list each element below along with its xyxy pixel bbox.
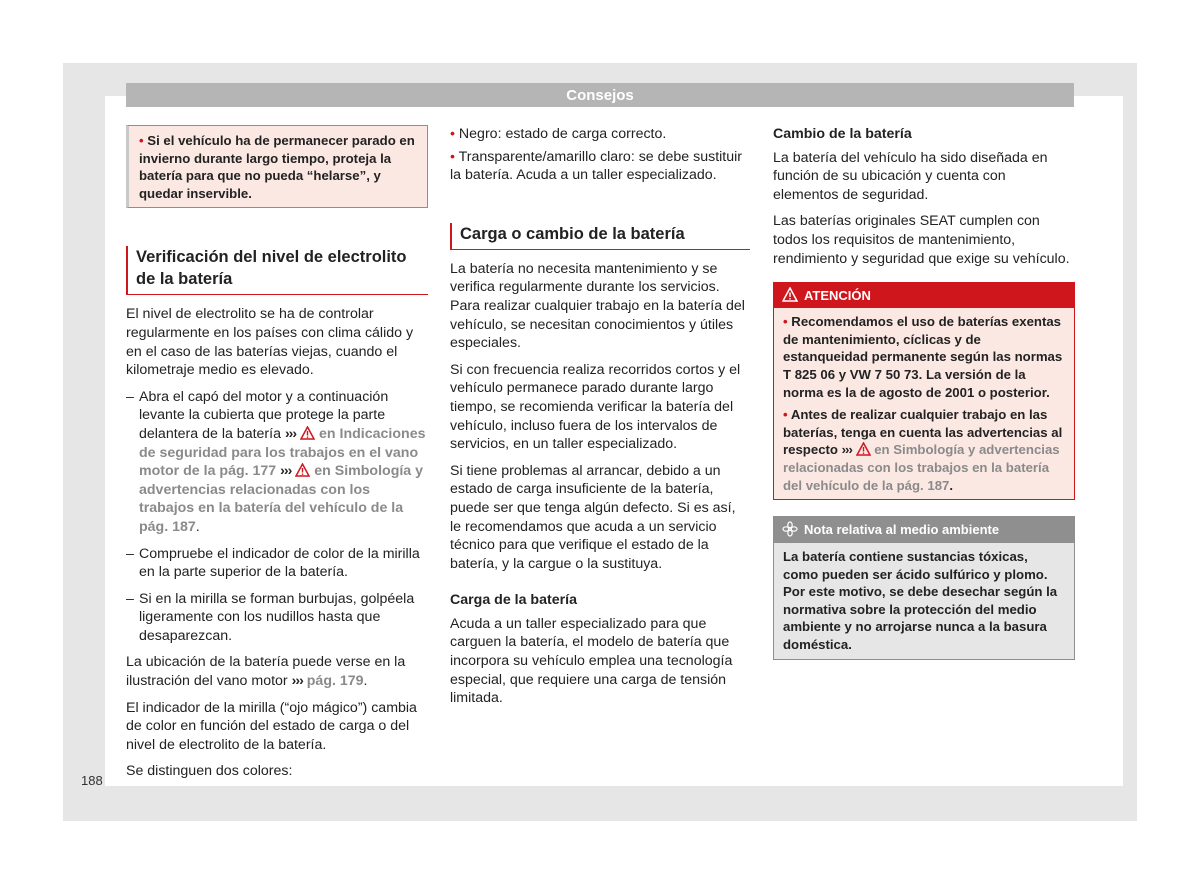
location-text: La ubicación de la batería puede verse en la ilustración del vano motor	[126, 654, 406, 690]
column-right	[773, 125, 1075, 660]
step3-text: Si en la mirilla se forman burbujas, golpéela ligeramente con los nudillos hasta que desaparezcan.	[139, 590, 415, 644]
dash-icon: –	[126, 388, 134, 405]
color-black-text: Negro: estado de carga correcto.	[458, 126, 667, 142]
page-number: 188	[81, 773, 103, 788]
color-clear-text: Transparente/amarillo claro: se debe sustituir la batería. Acuda a un taller especializado.	[450, 148, 743, 184]
warning-triangle-icon	[300, 426, 315, 440]
ref-arrow-icon: ›››	[841, 442, 852, 458]
paragraph-location	[126, 653, 428, 690]
list-item	[126, 388, 428, 537]
location-end: .	[363, 673, 368, 690]
warning-triangle-icon	[782, 287, 798, 302]
page-header: Consejos	[126, 83, 1074, 107]
column-left	[126, 125, 428, 789]
attention-item-2	[783, 406, 1066, 494]
paragraph-colors-intro: Se distinguen dos colores:	[126, 763, 293, 780]
attention-body	[774, 308, 1074, 499]
paragraph-maintenance: La batería no necesita mantenimiento y se verifica regularmente durante los servicios. Para realizar cualquier trabajo en la batería del vehículo, se necesitan conocimientos y útiles especiales.	[450, 260, 745, 352]
dash-icon: –	[126, 590, 134, 607]
attention-text-2: Antes de realizar cualquier trabajo en las baterías, tenga en cuenta las advertencias al respecto	[783, 407, 1063, 458]
attention-item-1	[783, 313, 1066, 401]
ref-arrow-icon: ›››	[291, 673, 303, 690]
step1-end: .	[195, 518, 200, 535]
flower-icon	[782, 521, 798, 537]
list-item	[126, 545, 428, 582]
bullet-icon: •	[450, 126, 455, 142]
step2-text: Compruebe el indicador de color de la mirilla en la parte superior de la batería.	[139, 545, 420, 581]
attention-box	[773, 282, 1075, 500]
attention-text-1: Recomendamos el uso de baterías exentas de mantenimiento, cíclicas y de estanqueidad permanente según las normas T 825 06 y VW 7 50 73. La versión de la norma es la de agosto de 2001 o posterior.	[783, 314, 1063, 400]
warning-triangle-icon	[295, 463, 310, 477]
ref-arrow-icon: ›››	[284, 425, 297, 442]
section-title-electrolyte: Verificación del nivel de electrolito de la batería	[126, 246, 428, 295]
link-battery-symbols[interactable]: en Simbología y advertencias relacionadas con los trabajos en la batería del vehículo de la pág. 187	[783, 442, 1060, 493]
link-safety-engine[interactable]: en Indicaciones de seguridad para los trabajos en el vano motor de la pág. 177	[139, 425, 426, 480]
link-battery-symbols[interactable]: en Simbología y advertencias relacionadas con los trabajos en la batería del vehículo de la pág. 187	[139, 463, 424, 535]
environment-note-box	[773, 516, 1075, 660]
bullet-icon: •	[139, 133, 144, 148]
bullet-icon: •	[450, 148, 455, 165]
section-title-charging: Carga o cambio de la batería	[450, 223, 750, 250]
ref-arrow-icon: ›››	[280, 463, 292, 480]
environment-note-header	[774, 517, 1074, 543]
paragraph-design: La batería del vehículo ha sido diseñada en función de su ubicación y cuenta con elementos de seguridad.	[773, 149, 1048, 203]
bullet-icon: •	[783, 407, 788, 423]
environment-note-title: Nota relativa al medio ambiente	[804, 522, 1000, 538]
paragraph-short-trips: Si con frecuencia realiza recorridos cortos y el vehículo permanece parado durante largo tiempo, se recomienda verificar la batería del vehículo, incluso fuera de los intervalos de servicios, en un taller especializado.	[450, 361, 741, 453]
list-item	[450, 148, 750, 185]
attention-end: .	[949, 477, 954, 493]
warning-triangle-icon	[856, 442, 871, 456]
attention-header	[774, 283, 1074, 308]
column-middle	[450, 125, 750, 716]
paragraph-start-problems: Si tiene problemas al arrancar, debido a un estado de carga insuficiente de la batería, puede ser que tenga algún defecto. Si es así, le recomendamos que acuda a un servicio técnico para que verifique el estado de la batería, y la cargue o la sustituya.	[450, 462, 736, 572]
bullet-icon: •	[783, 314, 788, 330]
link-page-179[interactable]: pág. 179	[306, 673, 364, 690]
paragraph-seat-batteries: Las baterías originales SEAT cumplen con todos los requisitos de mantenimiento, rendimiento y seguridad que exige su vehículo.	[773, 213, 1070, 267]
list-item	[450, 125, 750, 144]
tip-text: Si el vehículo ha de permanecer parado en invierno durante largo tiempo, proteja la batería para que no pueda “helarse”, y quedar inservible.	[139, 133, 415, 201]
tip-box	[126, 125, 428, 208]
step1-text: Abra el capó del motor y a continuación levante la cubierta que protege la parte delantera de la batería	[139, 388, 389, 442]
dash-icon: –	[126, 545, 134, 562]
environment-note-text: La batería contiene sustancias tóxicas, como pueden ser ácido sulfúrico y plomo. Por este motivo, se debe desechar según la normativa sobre la protección del medio ambiente y no arrojarse nunca a la basura doméstica.	[783, 549, 1058, 653]
subtitle-replacement: Cambio de la batería	[773, 126, 912, 142]
attention-title: ATENCIÓN	[804, 288, 871, 304]
paragraph-charging: Acuda a un taller especializado para que carguen la batería, el modelo de batería que incorpora su vehículo emplea una tecnología especial, que requiere una carga de tensión limitada.	[450, 615, 733, 707]
paragraph-intro: El nivel de electrolito se ha de controlar regularmente en los países con clima cálido y en el caso de las baterías viejas, cuando el kilometraje medio es elevado.	[126, 306, 414, 379]
subtitle-charging: Carga de la batería	[450, 592, 577, 609]
paragraph-indicator: El indicador de la mirilla (“ojo mágico”) cambia de color en función del estado de carga o del nivel de electrolito de la batería.	[126, 699, 417, 753]
list-item	[126, 590, 428, 646]
